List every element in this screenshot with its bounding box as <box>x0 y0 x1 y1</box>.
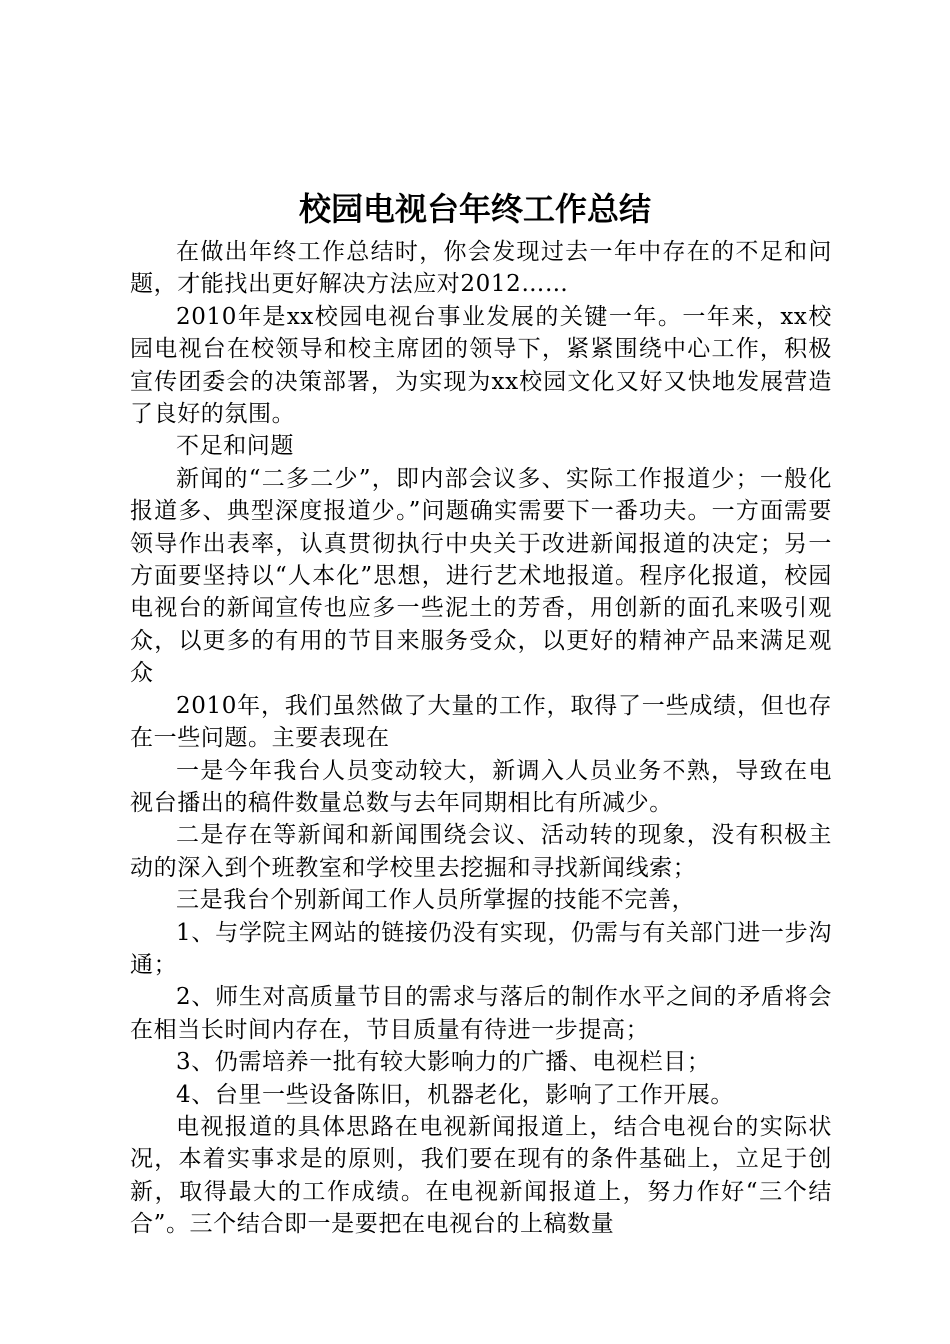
paragraph-point-3: 三是我台个别新闻工作人员所掌握的技能不完善， <box>176 887 696 914</box>
list-item-2: 2、师生对高质量节目的需求与落后的制作水平之间的矛盾将会在相当长时间内存在，节目质量有待进一步提高； <box>130 984 832 1043</box>
document-title: 校园电视台年终工作总结 <box>298 190 651 228</box>
list-item-4: 4、台里一些设备陈旧，机器老化，影响了工作开展。 <box>176 1081 735 1108</box>
paragraph-point-2: 二是存在等新闻和新闻围绕会议、活动转的现象，没有积极主动的深入到个班教室和学校里去挖掘和寻找新闻线索； <box>130 822 832 881</box>
paragraph-overview: 2010年是xx校园电视台事业发展的关键一年。一年来，xx校园电视台在校领导和校主席团的领导下，紧紧围绕中心工作，积极宣传团委会的决策部署，为实现为xx校园文化又好又快地发展营造了良好的氛围。 <box>130 303 832 428</box>
paragraph-point-1: 一是今年我台人员变动较大，新调入人员业务不熟，导致在电视台播出的稿件数量总数与去年同期相比有所减少。 <box>130 757 832 816</box>
paragraph-summary: 2010年，我们虽然做了大量的工作，取得了一些成绩，但也存在一些问题。主要表现在 <box>130 692 832 752</box>
paragraph-news-issues: 新闻的“二多二少”，即内部会议多、实际工作报道少；一般化报道多、典型深度报道少。”问题确实需要下一番功夫。一方面需要领导作出表率，认真贯彻执行中央关于改进新闻报道的决定；另一方面要坚持以“人本化”思想，进行艺术地报道。程序化报道，校园电视台的新闻宣传也应多一些泥土的芳香，用创新的面孔来吸引观众，以更多的有用的节目来服务受众，以更好的精神产品来满足观众 <box>130 465 832 687</box>
paragraph-intro: 在做出年终工作总结时，你会发现过去一年中存在的不足和问题，才能找出更好解决方法应对2012…… <box>130 239 832 298</box>
document-body <box>130 236 832 1241</box>
list-item-1: 1、与学院主网站的链接仍没有实现，仍需与有关部门进一步沟通； <box>130 919 832 978</box>
section-heading-problems: 不足和问题 <box>176 433 294 460</box>
paragraph-reporting-plan: 电视报道的具体思路在电视新闻报道上，结合电视台的实际状况，本着实事求是的原则，我们要在现有的条件基础上，立足于创新，取得最大的工作成绩。在电视新闻报道上，努力作好“三个结合”。三个结合即一是要把在电视台的上稿数量 <box>130 1113 832 1238</box>
list-item-3: 3、仍需培养一批有较大影响力的广播、电视栏目； <box>176 1049 711 1076</box>
